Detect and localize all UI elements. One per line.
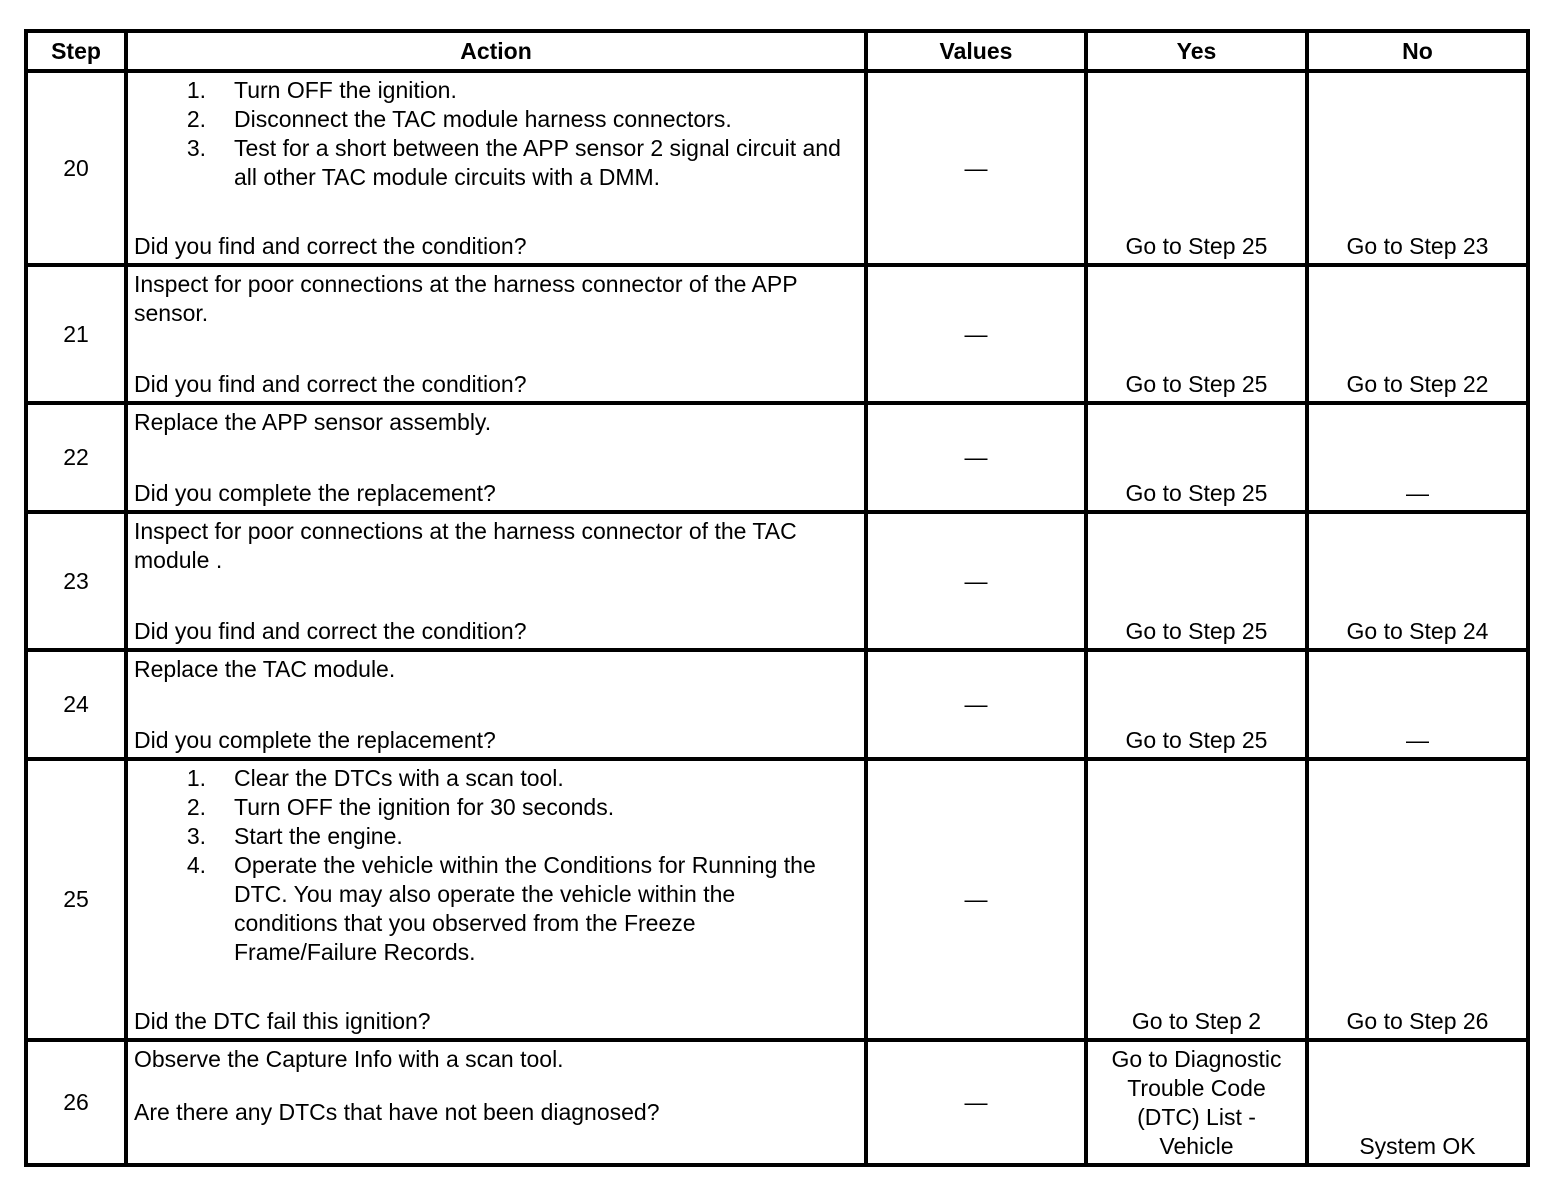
- values-cell: —: [866, 1040, 1086, 1165]
- values-cell: —: [866, 71, 1086, 265]
- no-cell: Go to Step 26: [1307, 759, 1528, 1040]
- table-row: [26, 1040, 1528, 1165]
- action-text: Inspect for poor connections at the harness connector of the TAC module .: [134, 518, 797, 573]
- action-text: Replace the APP sensor assembly.: [134, 409, 492, 435]
- action-question: Did you find and correct the condition?: [134, 371, 527, 397]
- table-row: [26, 71, 1528, 265]
- table-row: [26, 403, 1528, 512]
- no-cell: Go to Step 23: [1307, 71, 1528, 265]
- item-text: Turn OFF the ignition for 30 seconds.: [234, 794, 615, 820]
- action-question: Did you complete the replacement?: [134, 480, 496, 506]
- action-steps: [134, 76, 858, 192]
- header-yes: Yes: [1086, 31, 1307, 71]
- table-row: [26, 265, 1528, 403]
- action-cell: [126, 650, 866, 759]
- item-number: 1.: [186, 77, 206, 103]
- list-item: [134, 764, 858, 793]
- item-text: Operate the vehicle within the Conditions for Running the DTC. You may also operate the vehicle within the conditions that you observed from the Freeze Frame/Failure Records.: [234, 852, 816, 965]
- values-cell: —: [866, 650, 1086, 759]
- step-number: 20: [26, 71, 126, 265]
- action-cell: [126, 512, 866, 650]
- step-number: 25: [26, 759, 126, 1040]
- item-text: Test for a short between the APP sensor 2 signal circuit and all other TAC module circuits with a DMM.: [234, 135, 841, 190]
- action-question: Are there any DTCs that have not been diagnosed?: [134, 1099, 660, 1125]
- values-cell: —: [866, 265, 1086, 403]
- item-text: Turn OFF the ignition.: [234, 77, 457, 103]
- no-cell: System OK: [1307, 1040, 1528, 1165]
- table-row: [26, 759, 1528, 1040]
- list-item: [134, 134, 858, 192]
- item-text: Clear the DTCs with a scan tool.: [234, 765, 564, 791]
- list-item: [134, 822, 858, 851]
- no-cell: Go to Step 24: [1307, 512, 1528, 650]
- yes-cell: Go to Step 25: [1086, 650, 1307, 759]
- item-text: Start the engine.: [234, 823, 403, 849]
- action-cell: [126, 265, 866, 403]
- step-number: 21: [26, 265, 126, 403]
- action-steps: [134, 764, 858, 967]
- values-cell: —: [866, 759, 1086, 1040]
- item-number: 1.: [186, 765, 206, 791]
- values-cell: —: [866, 512, 1086, 650]
- action-text: Inspect for poor connections at the harness connector of the APP sensor.: [134, 271, 798, 326]
- no-cell: —: [1307, 403, 1528, 512]
- action-cell: [126, 1040, 866, 1165]
- item-number: 2.: [186, 794, 206, 820]
- action-cell: [126, 759, 866, 1040]
- item-number: 4.: [186, 852, 206, 878]
- yes-cell: Go to Step 25: [1086, 403, 1307, 512]
- header-no: No: [1307, 31, 1528, 71]
- header-values: Values: [866, 31, 1086, 71]
- yes-cell: Go to Step 25: [1086, 265, 1307, 403]
- action-question: Did you find and correct the condition?: [134, 618, 527, 644]
- item-text: Disconnect the TAC module harness connectors.: [234, 106, 732, 132]
- yes-cell: Go to Step 25: [1086, 71, 1307, 265]
- yes-cell: Go to Step 2: [1086, 759, 1307, 1040]
- header-action: Action: [126, 31, 866, 71]
- action-text: Replace the TAC module.: [134, 656, 396, 682]
- item-number: 3.: [186, 823, 206, 849]
- step-number: 26: [26, 1040, 126, 1165]
- table-row: [26, 650, 1528, 759]
- no-cell: —: [1307, 650, 1528, 759]
- values-cell: —: [866, 403, 1086, 512]
- step-number: 22: [26, 403, 126, 512]
- action-cell: [126, 403, 866, 512]
- step-number: 23: [26, 512, 126, 650]
- list-item: [134, 851, 858, 967]
- action-question: Did you find and correct the condition?: [134, 233, 527, 259]
- header-step: Step: [26, 31, 126, 71]
- action-question: Did the DTC fail this ignition?: [134, 1008, 431, 1034]
- yes-cell: Go to Step 25: [1086, 512, 1307, 650]
- item-number: 3.: [186, 135, 206, 161]
- list-item: [134, 105, 858, 134]
- table-row: [26, 512, 1528, 650]
- no-cell: Go to Step 22: [1307, 265, 1528, 403]
- action-text: Observe the Capture Info with a scan tool.: [134, 1046, 564, 1072]
- list-item: [134, 793, 858, 822]
- item-number: 2.: [186, 106, 206, 132]
- list-item: [134, 76, 858, 105]
- diagnostic-table: [24, 29, 1530, 1167]
- header-row: [26, 31, 1528, 71]
- action-cell: [126, 71, 866, 265]
- step-number: 24: [26, 650, 126, 759]
- yes-cell: Go to Diagnostic Trouble Code (DTC) List - Vehicle: [1086, 1040, 1307, 1165]
- action-question: Did you complete the replacement?: [134, 727, 496, 753]
